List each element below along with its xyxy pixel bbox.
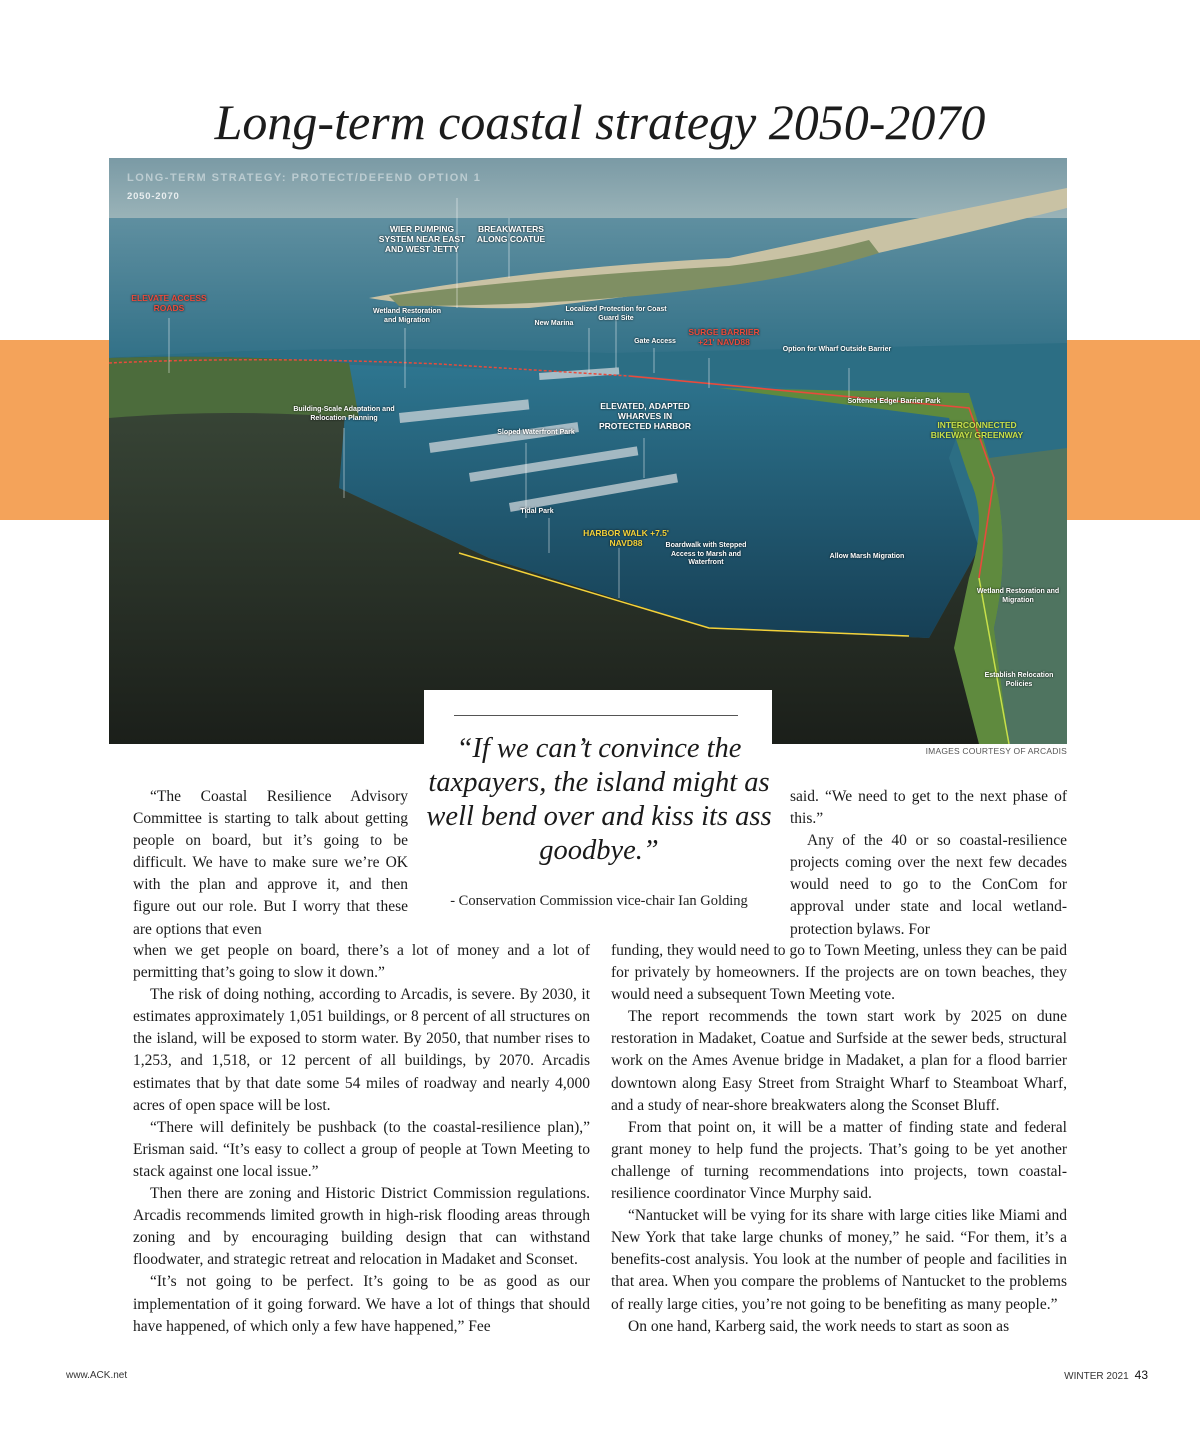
pull-quote: “If we can’t convince the taxpayers, the island might as well bend over and kiss its ass goodbye.” bbox=[426, 733, 772, 866]
label-wetland-1: Wetland Restoration and Migration bbox=[373, 308, 441, 324]
paragraph: said. “We need to get to the next phase of this.” bbox=[790, 788, 1067, 828]
orange-accent-band-right bbox=[1066, 340, 1200, 520]
article-right-narrow bbox=[790, 786, 1067, 941]
aerial-strategy-image bbox=[109, 158, 1067, 744]
label-surge-barrier: SURGE BARRIER +21' NAVD88 bbox=[688, 327, 760, 347]
orange-accent-band-left bbox=[0, 340, 110, 520]
footer-issue-label: WINTER 2021 bbox=[1064, 1371, 1129, 1382]
label-harbor-walk: HARBOR WALK +7.5' NAVD88 bbox=[583, 528, 669, 548]
pull-quote-attribution: - Conservation Commission vice-chair Ian Golding bbox=[450, 893, 748, 909]
article-left-narrow bbox=[133, 786, 408, 941]
label-sloped-park: Sloped Waterfront Park bbox=[497, 429, 575, 436]
label-building-scale: Building-Scale Adaptation and Relocation Planning bbox=[293, 406, 395, 422]
paragraph: The report recommends the town start work by 2025 on dune restoration in Madaket, Coatue and Surfside at the sewer beds, structural work on the Ames Avenue bridge in Madaket, a plan for a flood barrier downtown along Easy Street from Straight Wharf to Steamboat Wharf, and a study of near-shore breakwaters along the Sconset Bluff. bbox=[611, 1008, 1067, 1114]
strategy-title: LONG-TERM STRATEGY: PROTECT/DEFEND OPTION 1 bbox=[127, 172, 482, 184]
article-left-wide bbox=[133, 940, 590, 1338]
label-softened-edge: Softened Edge/ Barrier Park bbox=[847, 398, 941, 405]
paragraph: “It’s not going to be perfect. It’s going to be as good as our implementation of it going forward. We have a lot of things that should have happened, of which only a few have happened,” Fee bbox=[133, 1273, 590, 1335]
page-number: 43 bbox=[1134, 1368, 1148, 1382]
label-elevate-roads: ELEVATE ACCESS ROADS bbox=[131, 293, 207, 313]
article-right-wide bbox=[611, 940, 1067, 1338]
paragraph: The risk of doing nothing, according to Arcadis, is severe. By 2030, it estimates approximately 1,051 buildings, or 8 percent of all structures on the island, will be exposed to storm water. By 2050, that number rises to 1,253, and 1,518, or 12 percent of all buildings, by 2070. Arcadis estimates that by that date some 54 miles of roadway and nearly 4,000 acres of open space will be lost. bbox=[133, 986, 590, 1114]
paragraph: “The Coastal Resilience Advisory Committee is starting to talk about getting people on board, but it’s going to be difficult. We have to make sure we’re OK with the plan and approve it, and then figure out our role. But I worry that these are options that even bbox=[133, 788, 408, 938]
label-new-marina: New Marina bbox=[534, 320, 574, 327]
page-title: Long-term coastal strategy 2050-2070 bbox=[214, 94, 986, 150]
label-wharf-option: Option for Wharf Outside Barrier bbox=[782, 346, 892, 353]
paragraph: funding, they would need to go to Town Meeting, unless they can be paid for privately by homeowners. If the projects are on town beaches, they would need a subsequent Town Meeting vote. bbox=[611, 942, 1067, 1004]
footer-issue bbox=[1064, 1368, 1148, 1382]
label-gate-access: Gate Access bbox=[634, 338, 676, 345]
paragraph: Then there are zoning and Historic District Commission regulations. Arcadis recommends limited growth in high-risk flooding areas through zoning and by encouraging building design that can withstand floodwater, and strategic retreat and relocation in Madaket and Sconset. bbox=[133, 1185, 590, 1269]
aerial-illustration bbox=[109, 158, 1067, 744]
label-elevated-wharves: ELEVATED, ADAPTED WHARVES IN PROTECTED HARBOR bbox=[598, 401, 692, 431]
pull-quote-rule bbox=[454, 715, 738, 716]
paragraph: when we get people on board, there’s a lot of money and a lot of permitting that’s going to slow it down.” bbox=[133, 942, 590, 982]
label-tidal-park: Tidal Park bbox=[520, 508, 554, 515]
strategy-years: 2050-2070 bbox=[127, 191, 180, 202]
label-breakwaters: BREAKWATERS ALONG COATUE bbox=[476, 224, 546, 244]
label-coast-guard: Localized Protection for Coast Guard Site bbox=[565, 306, 667, 322]
paragraph: “There will definitely be pushback (to the coastal-resilience plan),” Erisman said. “It’s easy to collect a group of people at Town Meeting to stack against one local issue.” bbox=[133, 1118, 590, 1180]
paragraph: Any of the 40 or so coastal-resilience projects coming over the next few decades would need to go to the ConCom for approval under state and local wetland-protection bylaws. For bbox=[790, 832, 1067, 938]
footer-site: www.ACK.net bbox=[66, 1370, 128, 1381]
paragraph: From that point on, it will be a matter of finding state and federal grant money to help fund the projects. That’s going to be yet another challenge of turning recommendations into projects, town coastal-resilience coordinator Vince Murphy said. bbox=[611, 1118, 1067, 1203]
paragraph: On one hand, Karberg said, the work needs to start as soon as bbox=[628, 1317, 1010, 1335]
paragraph: “Nantucket will be vying for its share with large cities like Miami and New York that take large chunks of money,” he said. “For them, it’s a benefits-cost analysis. You look at the number of people and facilities in that area. When you compare the problems of Nantucket to the problems of really large cities, you’re not going to be benefiting as many people.” bbox=[611, 1207, 1067, 1313]
label-allow-marsh: Allow Marsh Migration bbox=[829, 553, 905, 560]
label-relocation: Establish Relocation Policies bbox=[984, 672, 1054, 688]
label-bikeway: INTERCONNECTED BIKEWAY/ GREENWAY bbox=[930, 420, 1024, 440]
label-wetland-2: Wetland Restoration and Migration bbox=[976, 588, 1060, 604]
label-boardwalk: Boardwalk with Stepped Access to Marsh and Waterfront bbox=[665, 542, 747, 566]
image-credit: IMAGES COURTESY OF ARCADIS bbox=[925, 746, 1067, 756]
label-wier: WIER PUMPING SYSTEM NEAR EAST AND WEST JETTY bbox=[378, 224, 466, 254]
